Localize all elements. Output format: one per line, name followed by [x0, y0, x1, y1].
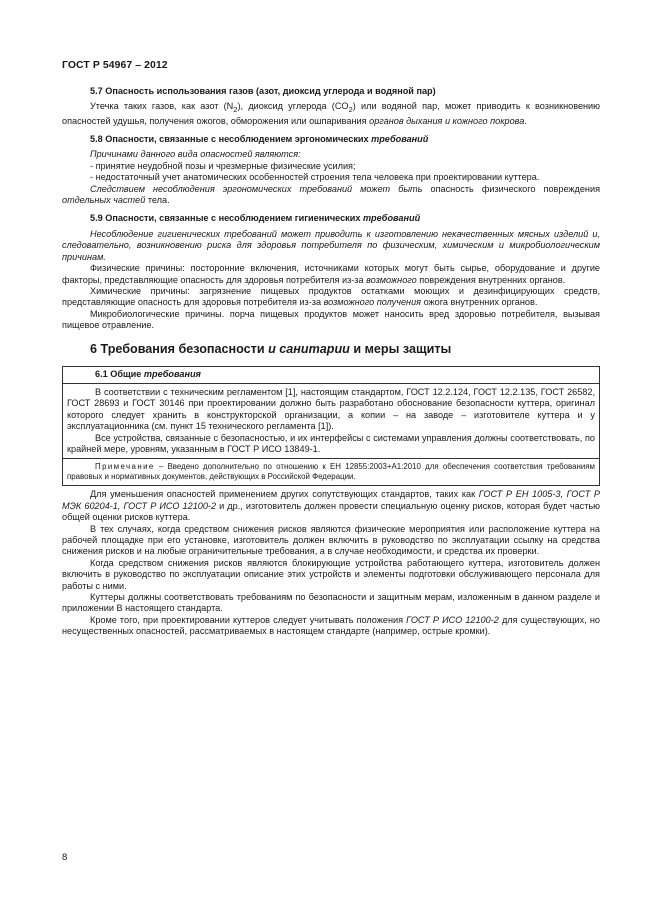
page-number: 8 [62, 852, 68, 863]
section-5-9-intro: Несоблюдение гигиенических требований может приводить к изготовлению некачественных мясных изделий и, следовательно, возникновению риска для здоровья потребителя по физическим, химическим и микробиологическим причинам. [62, 228, 600, 262]
section-5-8-consequence: Следствием несоблюдения эргономических требований может быть опасность физического повреждения отдельных частей тела. [62, 183, 601, 206]
section-5-9-title: 5.9 Опасности, связанные с несоблюдением гигиенических требований [90, 213, 421, 224]
section-6-1-title: 6.1 Общие требования [95, 368, 201, 379]
section-5-8-title: 5.8 Опасности, связанные с несоблюдением эргономических требований [90, 134, 429, 145]
section-6-1-box [62, 366, 600, 487]
section-5-9-physical: Физические причины: посторонние включения, источниками которых могут быть сырье, оборудование и другие факторы, представляющие опасность для здоровья потребителя из-за возможного повреждения внутренних органов. [62, 263, 600, 285]
after-paragraph-3: Когда средством снижения рисков являются блокирующие устройства работающего куттера, изготовитель должен включить в руководство по эксплуатации описание этих устройств и элементы подготовки обслуживающего персонала для работы с ними. [62, 557, 600, 591]
co2-subscript: 2 [348, 105, 353, 115]
section-6-1-paragraph-1: В соответствии с техническим регламентом [1], настоящим стандартом, ГОСТ 12.2.124, ГОСТ 12.2.135, ГОСТ 26582, ГОСТ 28693 и ГОСТ 30146 при проектировании должно быть разработано обоснование безопасности куттера, оригинал которого следует хранить в конструкторской организации, а копии – на заводе – изготовителе куттера и у эксплуатационника (см. пункт 15 технического регламента [1]). [67, 386, 595, 432]
section-5-8-list-item-1: - принятие неудобной позы и чрезмерные физические усилия; [90, 160, 356, 171]
section-6-title: 6 Требования безопасности и санитарии и меры защиты [90, 341, 452, 356]
after-paragraph-5: Кроме того, при проектировании куттеров следует учитывать положения ГОСТ Р ИСО 12100-2 для существующих, но несущественных опасностей, рассматриваемых в настоящем стандарте (например, острые кромки). [62, 614, 600, 637]
section-5-8-intro: Причинами данного вида опасностей являются: [90, 149, 301, 160]
after-paragraph-1: Для уменьшения опасностей применением других сопутствующих стандартов, таких как ГОСТ Р ЕН 1005-3, ГОСТ Р МЭК 60204-1, ГОСТ Р ИСО 12100-2 и др., изготовитель должен провести специальную оценку рисков, которая будет частью общей оценки рисков куттера. [62, 489, 600, 523]
section-5-8-list-item-2: - недостаточный учет анатомических особенностей строения тела человека при проектировании куттера. [90, 172, 540, 183]
after-paragraph-4: Куттеры должны соответствовать требованиям по безопасности и защитным мерам, изложенным в данном разделе и приложении В настоящего стандарта. [62, 592, 600, 614]
standard-header: ГОСТ Р 54967 – 2012 [62, 60, 168, 71]
section-5-7-paragraph: Утечка таких газов, как азот $(N_2)$, диоксид углерода $(CO_2)$ или водяной пар, может приводить к возникновению опасностей удушья, получения ожогов, обморожения или ошпаривания органов дыхания и кожного покрова. [62, 101, 601, 126]
section-5-9-chemical: Химические причины: загрязнение пищевых продуктов остатками моющих и дезинфицирующих средств, представляющие опасность для здоровья потребителя из-за возможного получения ожога внутренних органов. [62, 285, 600, 308]
n2-subscript: 2 [233, 105, 238, 115]
page-content [62, 86, 600, 638]
box-divider [63, 383, 599, 384]
section-5-7-title: 5.7 Опасность использования газов (азот, диоксид углерода и водяной пар) [90, 86, 436, 96]
section-6-1-paragraph-2: Все устройства, связанные с безопасностью, и их интерфейсы с системами управления должны соответствовать, по крайней мере, уровням, указанным в ГОСТ Р ИСО 13849-1. [67, 432, 595, 454]
box-divider-note [63, 458, 599, 459]
section-6-1-note: Примечание – Введено дополнительно по отношению к ЕН 12855:2003+А1:2010 для обеспечения соответствия требованиям правовых и нормативных документов, действующих в Российской Федерации. [67, 462, 595, 482]
section-5-9-microbiological: Микробиологические причины. порча пищевых продуктов может наносить вред здоровью потребителя, вызывая пищевое отравление. [62, 308, 600, 331]
after-paragraph-2: В тех случаях, когда средством снижения рисков являются физические мероприятия или расположение куттера на рабочей площадке при его установке, изготовитель должен включить в руководство по эксплуатации ссылку на средства снижения рисков и на любые ограничительные требования, а в случае необходимости, и средства их проверки. [62, 523, 600, 557]
